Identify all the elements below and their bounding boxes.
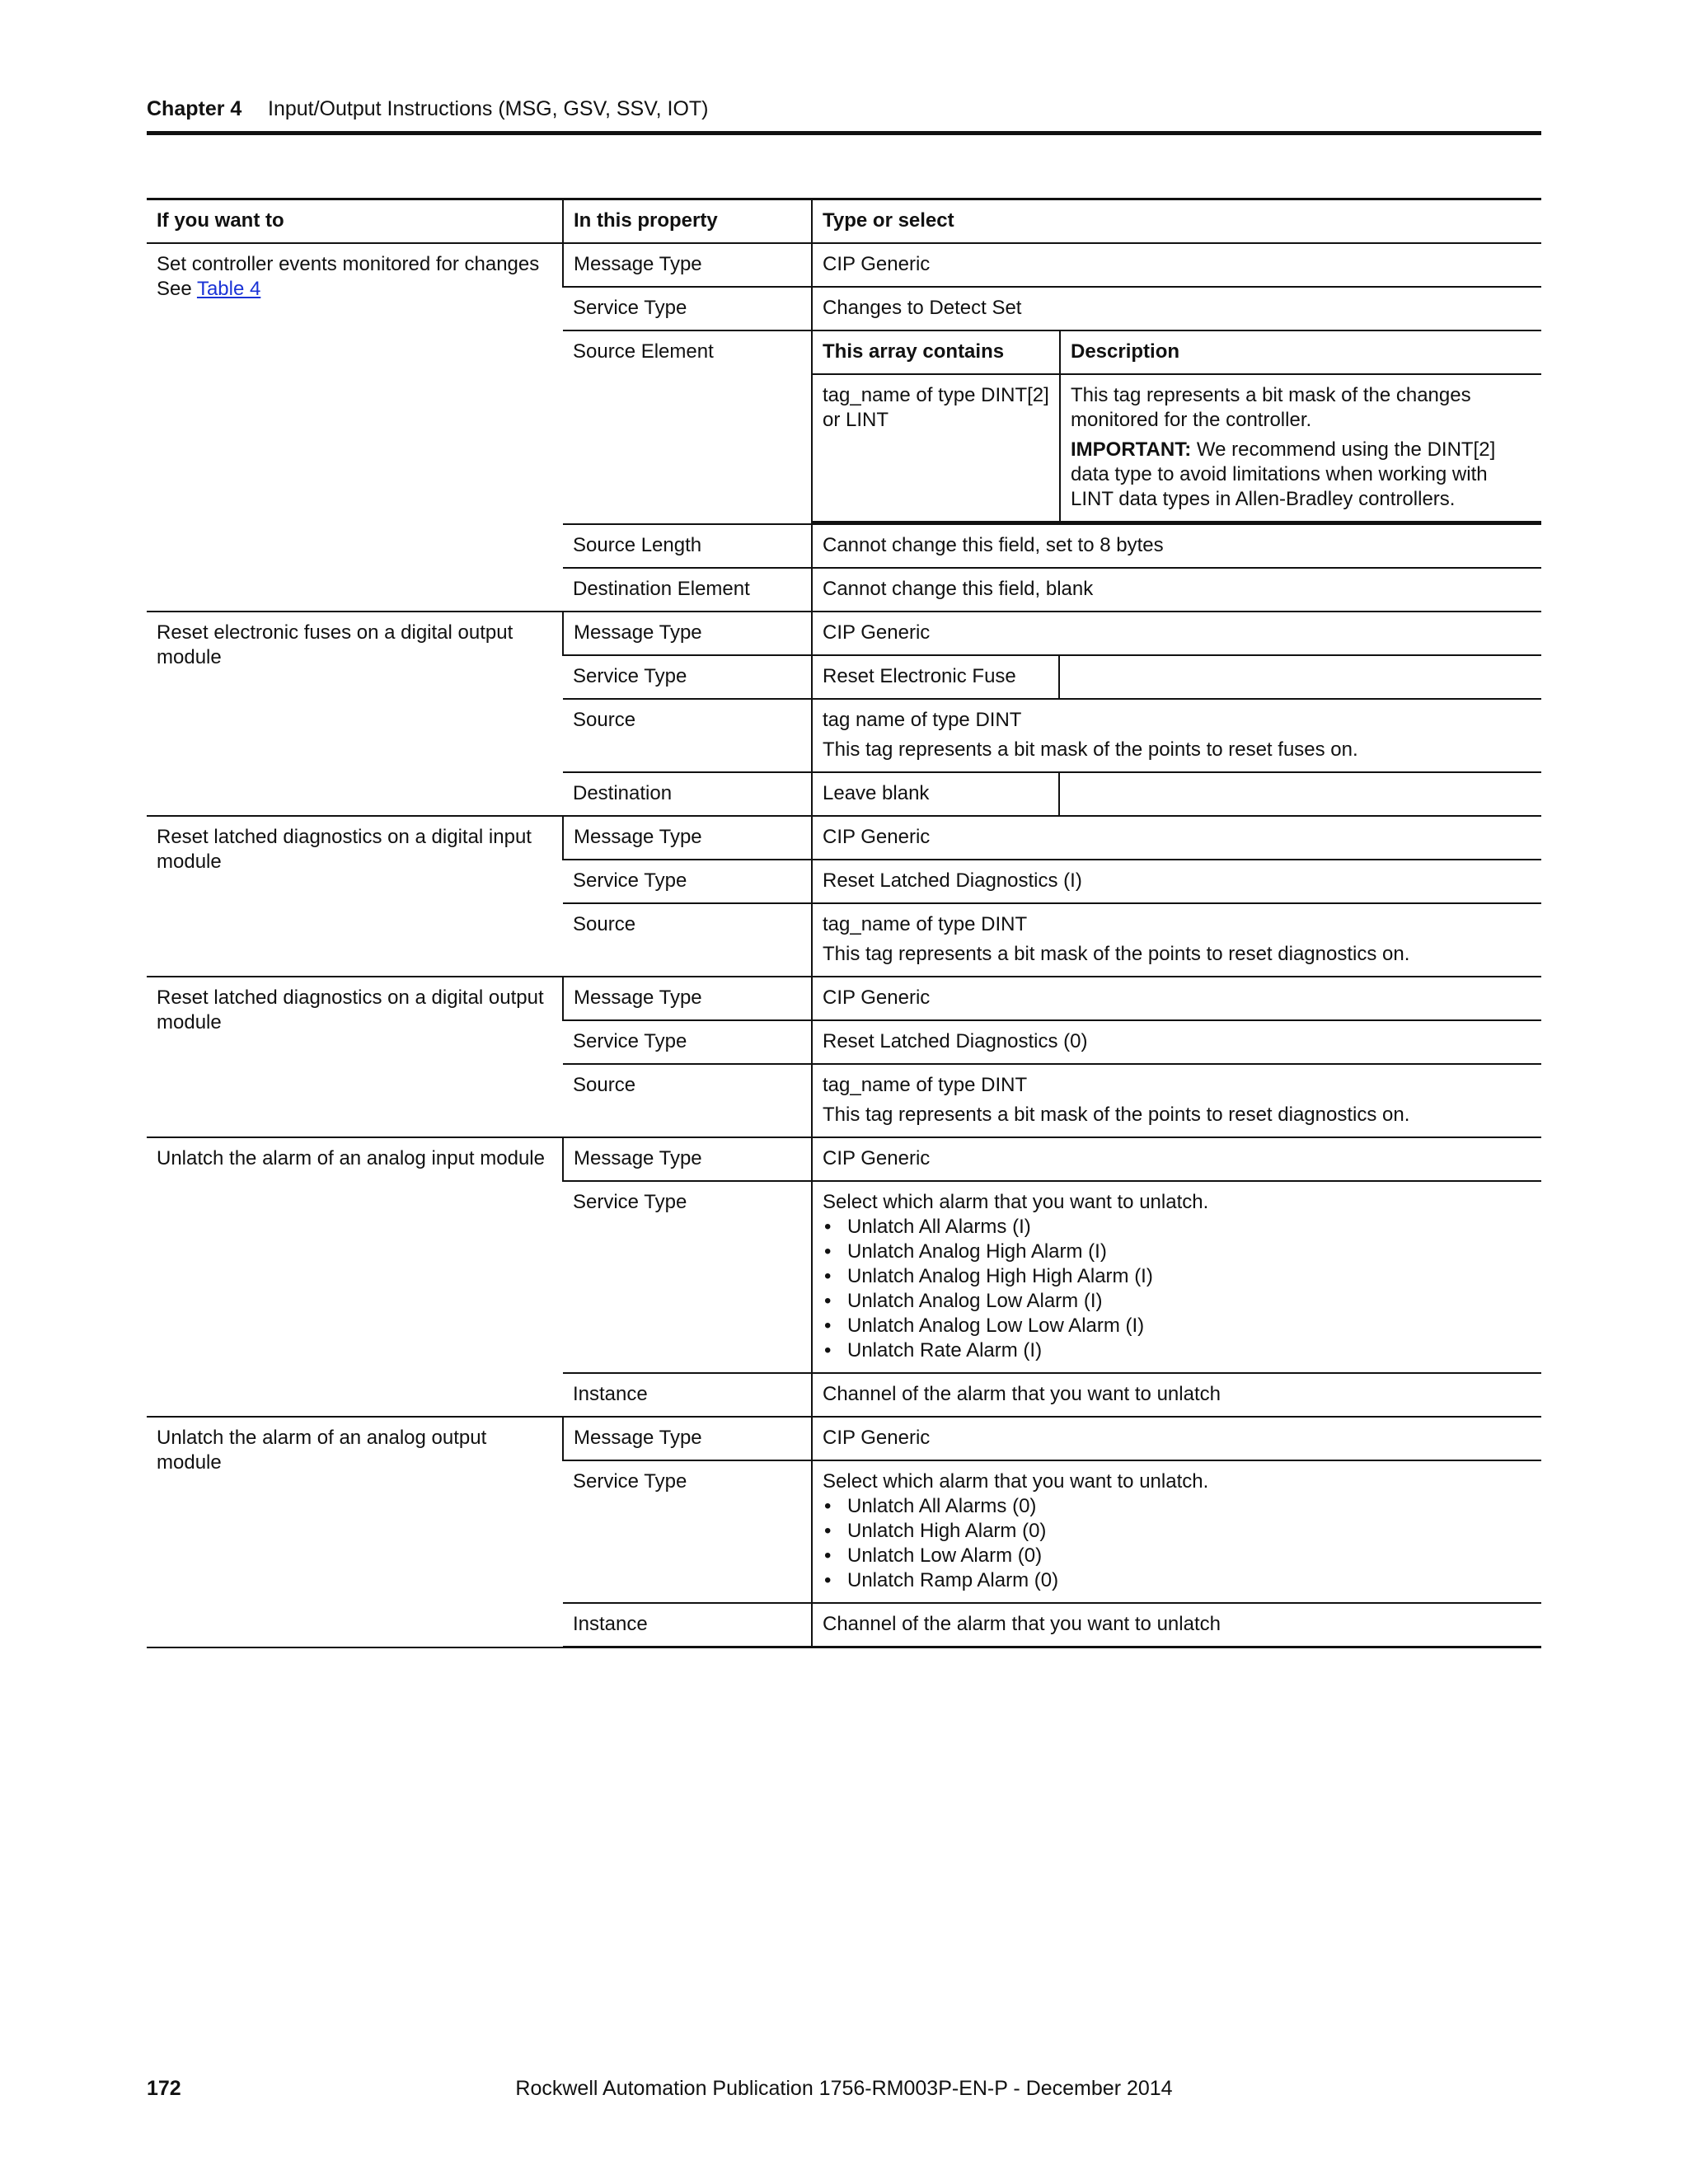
value-cell: Cannot change this field, set to 8 bytes [812,524,1541,568]
value-cell [812,903,1541,977]
property-cell: Message Type [563,977,812,1020]
value-note: This tag represents a bit mask of the points to reset diagnostics on. [823,943,1410,965]
property-cell: Source Length [563,524,812,568]
task-cell: Unlatch the alarm of an analog input module [147,1137,563,1417]
property-cell: Instance [563,1603,812,1647]
list-item: • Unlatch All Alarms (I) [823,1215,1531,1240]
publication-info: Rockwell Automation Publication 1756-RM003P-EN-P - December 2014 [515,2077,1173,2100]
empty-cell [1060,773,1541,815]
value-cell: CIP Generic [812,816,1541,860]
chapter-title: Input/Output Instructions (MSG, GSV, SSV, IOT) [268,97,709,120]
value-cell [812,1064,1541,1137]
property-cell: Instance [563,1373,812,1417]
value-text: Select which alarm that you want to unlatch. [823,1470,1209,1493]
task-cell [147,243,563,612]
list-item: • Unlatch Analog High High Alarm (I) [823,1264,1531,1289]
important-text: We recommend using the DINT[2] data type to avoid limitations when working with LINT data types in Allen-Bradley controllers. [1071,438,1496,510]
list-item: • Unlatch High Alarm (0) [823,1519,1531,1544]
column-header: Type or select [812,199,1541,244]
source-element-subtable [813,331,1541,523]
property-cell: Destination Element [563,568,812,612]
task-cell: Reset latched diagnostics on a digital input module [147,816,563,977]
value-text: Leave blank [813,773,1060,815]
subtable-row [813,374,1541,523]
value-text: tag_name of type DINT [823,913,1028,935]
value-cell-split [812,772,1541,816]
task-cell: Reset electronic fuses on a digital output module [147,612,563,816]
value-cell: CIP Generic [812,1137,1541,1181]
table-4-link[interactable]: Table 4 [196,278,261,300]
value-cell: Changes to Detect Set [812,287,1541,330]
property-cell: Service Type [563,1181,812,1373]
subtable-cell [1060,374,1541,523]
property-cell: Message Type [563,243,812,287]
value-cell: Reset Latched Diagnostics (0) [812,1020,1541,1064]
value-cell [812,1181,1541,1373]
value-cell-nested [812,330,1541,524]
page-header [147,92,1541,135]
value-cell: CIP Generic [812,977,1541,1020]
table-row [147,243,1541,287]
subtable-header-row [813,331,1541,374]
property-cell: Source [563,699,812,772]
list-item: • Unlatch Analog Low Low Alarm (I) [823,1314,1531,1338]
property-cell: Service Type [563,1460,812,1603]
subtable-header: This array contains [813,331,1060,374]
msg-configuration-table [147,198,1541,1648]
see-text: See [157,278,192,300]
chapter-label: Chapter 4 [147,97,242,120]
property-cell: Service Type [563,655,812,699]
table-row [147,1137,1541,1181]
table-row [147,1417,1541,1460]
task-text: Set controller events monitored for changes [157,253,540,275]
task-cell: Reset latched diagnostics on a digital output module [147,977,563,1137]
value-note: This tag represents a bit mask of the points to reset fuses on. [823,738,1358,761]
value-cell: Channel of the alarm that you want to unlatch [812,1603,1541,1647]
subtable-cell: tag_name of type DINT[2] or LINT [813,374,1060,523]
list-item: • Unlatch All Alarms (0) [823,1494,1531,1519]
value-text: tag name of type DINT [823,709,1022,731]
value-cell: Reset Latched Diagnostics (I) [812,860,1541,903]
column-header: If you want to [147,199,563,244]
value-text: Select which alarm that you want to unlatch. [823,1191,1209,1213]
task-cell: Unlatch the alarm of an analog output module [147,1417,563,1647]
property-cell: Source Element [563,330,812,524]
page-number: 172 [147,2077,181,2100]
value-cell [812,699,1541,772]
value-note: This tag represents a bit mask of the points to reset diagnostics on. [823,1104,1410,1126]
property-cell: Source [563,903,812,977]
list-item: • Unlatch Analog High Alarm (I) [823,1240,1531,1264]
subtable-header: Description [1060,331,1541,374]
property-cell: Message Type [563,612,812,655]
value-cell: Channel of the alarm that you want to unlatch [812,1373,1541,1417]
property-cell: Message Type [563,1417,812,1460]
value-cell-split [812,655,1541,699]
value-cell [812,1460,1541,1603]
table-header-row [147,199,1541,244]
value-text: tag_name of type DINT [823,1074,1028,1096]
property-cell: Message Type [563,1137,812,1181]
property-cell: Service Type [563,287,812,330]
see-reference [157,277,552,302]
property-cell: Service Type [563,1020,812,1064]
list-item: • Unlatch Rate Alarm (I) [823,1338,1531,1363]
table-row [147,977,1541,1020]
list-item: • Unlatch Low Alarm (0) [823,1544,1531,1568]
description-text: This tag represents a bit mask of the changes monitored for the controller. [1071,384,1471,431]
list-item: • Unlatch Ramp Alarm (0) [823,1568,1531,1593]
value-text: Reset Electronic Fuse [813,656,1060,698]
value-cell: Cannot change this field, blank [812,568,1541,612]
value-cell: CIP Generic [812,612,1541,655]
table-row [147,612,1541,655]
alarm-options-list [823,1215,1531,1363]
column-header: In this property [563,199,812,244]
important-note [1071,438,1531,512]
table-row [147,816,1541,860]
important-label: IMPORTANT: [1071,438,1192,461]
property-cell: Source [563,1064,812,1137]
property-cell: Message Type [563,816,812,860]
value-cell: CIP Generic [812,243,1541,287]
property-cell: Destination [563,772,812,816]
list-item: • Unlatch Analog Low Alarm (I) [823,1289,1531,1314]
value-cell: CIP Generic [812,1417,1541,1460]
alarm-options-list [823,1494,1531,1593]
property-cell: Service Type [563,860,812,903]
empty-cell [1060,656,1541,698]
